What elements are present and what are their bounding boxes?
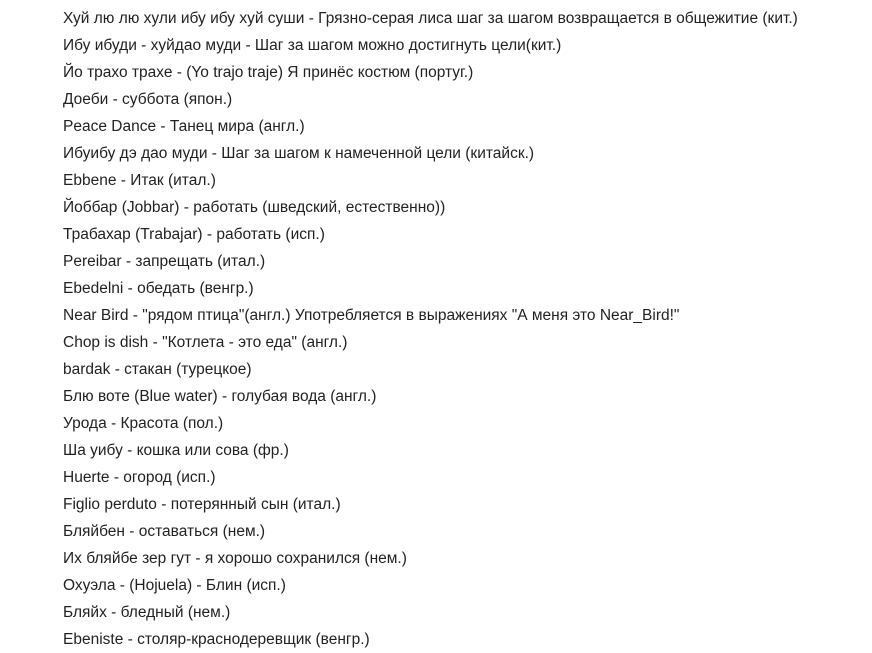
list-item: Бляйбен - оставаться (нем.): [63, 523, 266, 540]
list-item: Chop is dish - "Котлета - это еда" (англ.): [63, 334, 348, 351]
list-item: Хуй лю лю хули ибу ибу хуй суши - Грязно-серая лиса шаг за шагом возвращается в общежитие (кит.): [63, 10, 798, 27]
list-item: Трабахар (Trabajar) - работать (исп.): [63, 226, 325, 243]
list-item: Ebbene - Итак (итал.): [63, 172, 216, 189]
phrase-list: [63, 5, 868, 653]
list-item: Ebeniste - столяр-краснодеревщик (венгр.): [63, 631, 370, 648]
list-item: Охуэла - (Hojuela) - Блин (исп.): [63, 577, 286, 594]
list-item: Ша уибу - кошка или сова (фр.): [63, 442, 289, 459]
list-item: Near Bird - "рядом птица"(англ.) Употребляется в выражениях "А меня это Near_Bird!": [63, 307, 680, 324]
list-item: Бляйх - бледный (нем.): [63, 604, 231, 621]
list-item: bardak - стакан (турецкое): [63, 361, 252, 378]
list-item: Figlio perduto - потерянный сын (итал.): [63, 496, 341, 513]
list-item: Йоббар (Jobbar) - работать (шведский, естественно)): [63, 199, 446, 216]
list-item: Их бляйбе зер гут - я хорошо сохранился (нем.): [63, 550, 407, 567]
list-item: Pereibar - запрещать (итал.): [63, 253, 266, 270]
list-item: Доеби - суббота (япон.): [63, 91, 233, 108]
list-item: Ebedelni - обедать (венгр.): [63, 280, 254, 297]
list-item: Йо трахо трахе - (Yo trajo traje) Я принёс костюм (португ.): [63, 64, 474, 81]
list-item: Ибуибу дэ дао муди - Шаг за шагом к намеченной цели (китайск.): [63, 145, 535, 162]
list-item: Peace Dance - Танец мира (англ.): [63, 118, 305, 135]
list-item: Ибу ибуди - хуйдао муди - Шаг за шагом можно достигнуть цели(кит.): [63, 37, 562, 54]
list-item: Блю воте (Blue water) - голубая вода (англ.): [63, 388, 377, 405]
list-item: Huerte - огород (исп.): [63, 469, 216, 486]
list-item: Урода - Красота (пол.): [63, 415, 224, 432]
